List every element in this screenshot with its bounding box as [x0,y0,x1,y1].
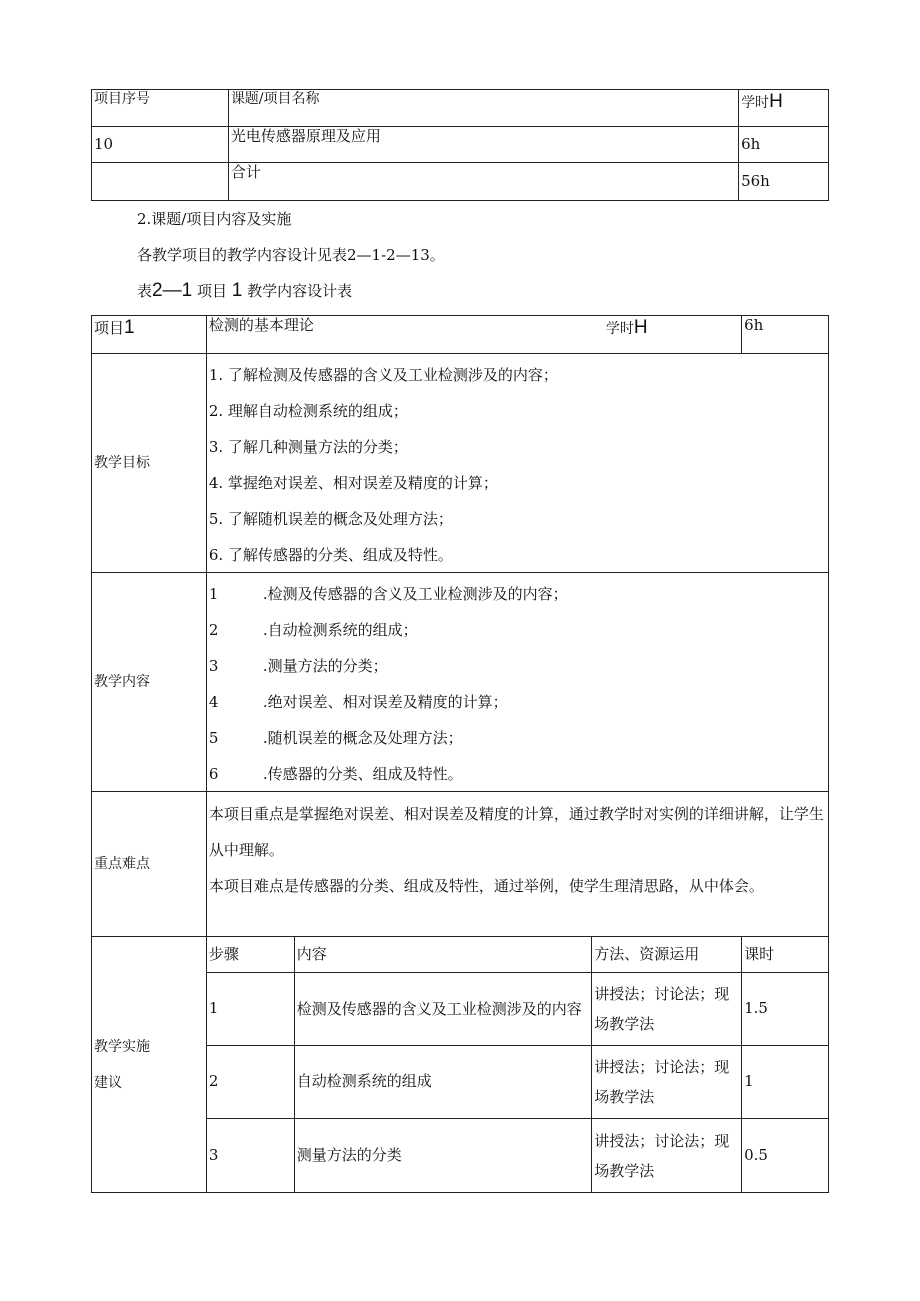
row-project-name: 光电传感器原理及应用 [228,127,738,163]
row-hours: 56h [739,163,829,201]
project-design-table [91,315,829,1193]
implementation-label [92,937,207,1193]
table-row [92,90,829,127]
step-method: 讲授法；讨论法；现场教学法 [592,1119,742,1193]
caption-suffix: 教学内容设计表 [247,282,353,300]
step-number: 3 [206,1119,294,1193]
goals-label: 教学目标 [92,354,207,573]
item-number: 6 [208,765,219,783]
project-hours-label-wrap [606,316,648,341]
step-method: 讲授法；讨论法；现场教学法 [592,1046,742,1119]
item-number: 4 [208,693,219,711]
row-project-no: 10 [92,127,229,163]
col-header-hours: 课时 [742,937,829,973]
step-method: 讲授法；讨论法；现场教学法 [592,973,742,1046]
step-content: 检测及传感器的含义及工业检测涉及的内容 [294,973,592,1046]
item-text: .绝对误差、相对误差及精度的计算； [262,693,508,711]
item-number: 3 [208,657,219,675]
col-header-step: 步骤 [206,937,294,973]
step-number: 1 [206,973,294,1046]
keypoints-text [206,792,828,937]
caption-prefix: 表 [137,282,153,300]
list-item [209,765,463,785]
course-summary-table [91,89,829,201]
project-hours-label: 学时 [605,321,634,337]
project-title-cell [206,316,741,354]
row-project-no [92,163,229,201]
goals-list [206,354,828,573]
step-content: 测量方法的分类 [294,1119,592,1193]
section-heading: 2.课题/项目内容及实施 [137,210,292,228]
project-hours-unit: H [633,317,648,338]
step-hours: 0.5 [742,1119,829,1193]
col-header-method: 方法、资源运用 [592,937,742,973]
row-hours: 6h [739,127,829,163]
step-hours: 1 [742,1046,829,1119]
table-row [92,354,829,573]
header-project-no: 项目序号 [92,90,229,127]
step-number: 2 [206,1046,294,1119]
project-label [92,316,207,354]
list-item [209,729,463,749]
list-item: 4. 掌握绝对误差、相对误差及精度的计算； [208,474,498,492]
item-text: .随机误差的概念及处理方法； [262,729,463,747]
project-label-text: 项目 [94,319,125,337]
row-project-name: 合计 [228,163,738,201]
step-content: 自动检测系统的组成 [294,1046,592,1119]
focus-paragraph: 本项目重点是掌握绝对误差、相对误差及精度的计算，通过教学时对实例的详细讲解，让学生从中理解。 [208,805,824,859]
implementation-label-line1: 教学实施 [94,1038,150,1055]
project-title: 检测的基本理论 [208,316,314,334]
header-hours-label: 学时 [741,95,770,111]
list-item: 3. 了解几种测量方法的分类； [208,438,408,456]
caption-number-2: 1 [231,280,243,301]
table-row [92,163,829,201]
content-label: 教学内容 [92,573,207,792]
header-project-name: 课题/项目名称 [228,90,738,127]
header-hours-unit: H [769,91,783,112]
header-hours [739,90,829,127]
item-text: .自动检测系统的组成； [262,621,418,639]
project-hours: 6h [742,316,829,354]
project-number: 1 [124,317,135,338]
table-row [92,937,829,973]
list-item: 2. 理解自动检测系统的组成； [208,402,408,420]
table-row [92,573,829,792]
item-number: 1 [208,585,219,603]
list-item [209,621,418,641]
table-caption [137,280,352,302]
step-hours: 1.5 [742,973,829,1046]
section-intro: 各教学项目的教学内容设计见表2—1-2—13。 [137,246,445,264]
item-text: .测量方法的分类； [262,657,388,675]
col-header-content: 内容 [294,937,592,973]
implementation-label-line2: 建议 [94,1074,122,1091]
list-item: 1. 了解检测及传感器的含义及工业检测涉及的内容； [208,366,558,384]
item-text: .传感器的分类、组成及特性。 [262,765,463,783]
difficulty-paragraph: 本项目难点是传感器的分类、组成及特性，通过举例，使学生理清思路，从中体会。 [208,877,764,895]
caption-mid: 项目 [196,282,227,300]
table-row [92,792,829,937]
item-text: .检测及传感器的含义及工业检测涉及的内容； [262,585,568,603]
table-row [92,127,829,163]
content-list [206,573,828,792]
list-item [209,585,568,605]
keypoints-label: 重点难点 [92,792,207,937]
list-item: 6. 了解传感器的分类、组成及特性。 [208,546,453,564]
item-number: 5 [208,729,219,747]
list-item [209,657,388,677]
caption-number: 2—1 [152,280,193,301]
table-row [92,316,829,354]
list-item: 5. 了解随机误差的概念及处理方法； [208,510,453,528]
list-item [209,693,508,713]
item-number: 2 [208,621,219,639]
